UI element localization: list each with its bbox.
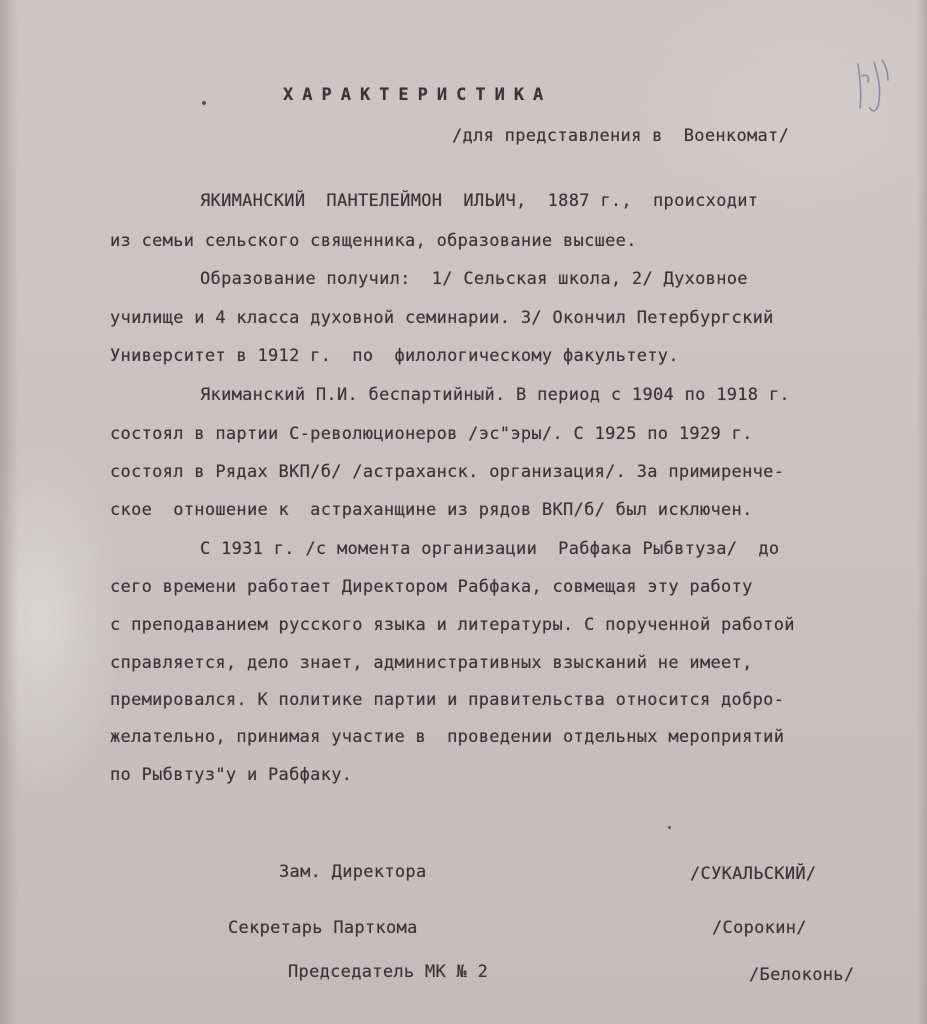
signature-role: Секретарь Парткома: [228, 918, 418, 938]
paragraph-line: сего времени работает Директором Рабфака, совмещая эту работу: [110, 577, 753, 597]
signature-role: Зам. Директора: [279, 862, 427, 882]
paragraph-line: ское отношение к астраханщине из рядов ВКП/б/ был исключен.: [110, 500, 753, 520]
paragraph-line: училище и 4 класса духовной семинарии. 3/ Окончил Петербургский: [110, 308, 774, 328]
ink-speck: [668, 826, 671, 829]
ink-speck: [202, 101, 206, 105]
paragraph-line: Образование получил: 1/ Сельская школа, 2/ Духовное: [200, 269, 748, 289]
page-edge-shadow-left: [0, 0, 18, 1024]
document-subtitle: /для представления в Военкомат/: [452, 126, 790, 146]
pencil-mark: [852, 56, 898, 116]
document-title: ХАРАКТЕРИСТИКА: [283, 85, 553, 105]
paragraph-line: состоял в Рядах ВКП/б/ /астраханск. организация/. За примиренче-: [110, 462, 785, 482]
paragraph-line: желательно, принимая участие в проведении отдельных мероприятий: [110, 727, 785, 747]
signature-name: /Белоконь/: [749, 965, 855, 985]
paragraph-line: с преподаванием русского языка и литературы. С порученной работой: [110, 615, 795, 635]
paragraph-line: состоял в партии С-революционеров /эс"эры/. С 1925 по 1929 г.: [110, 424, 753, 444]
page-edge-shadow-right: [917, 0, 927, 1024]
signature-name: /СУКАЛЬСКИЙ/: [690, 864, 817, 884]
paragraph-line: по Рыбвтуз"у и Рабфаку.: [110, 765, 353, 785]
signature-name: /Сорокин/: [712, 918, 807, 938]
paragraph-line: Университет в 1912 г. по филологическому факультету.: [110, 346, 679, 366]
paragraph-line: ЯКИМАНСКИЙ ПАНТЕЛЕЙМОН ИЛЬИЧ, 1887 г., происходит: [200, 191, 759, 211]
paragraph-line: из семьи сельского священника, образование высшее.: [110, 231, 637, 251]
signature-role: Председатель МК № 2: [288, 962, 489, 982]
paragraph-line: премировался. К политике партии и правительства относится добро-: [110, 690, 785, 710]
paragraph-line: С 1931 г. /с момента организации Рабфака Рыбвтуза/ до: [200, 539, 780, 559]
paragraph-line: справляется, дело знает, административных взысканий не имеет,: [110, 653, 753, 673]
paragraph-line: Якиманский П.И. беспартийный. В период с 1904 по 1918 г.: [200, 385, 790, 405]
